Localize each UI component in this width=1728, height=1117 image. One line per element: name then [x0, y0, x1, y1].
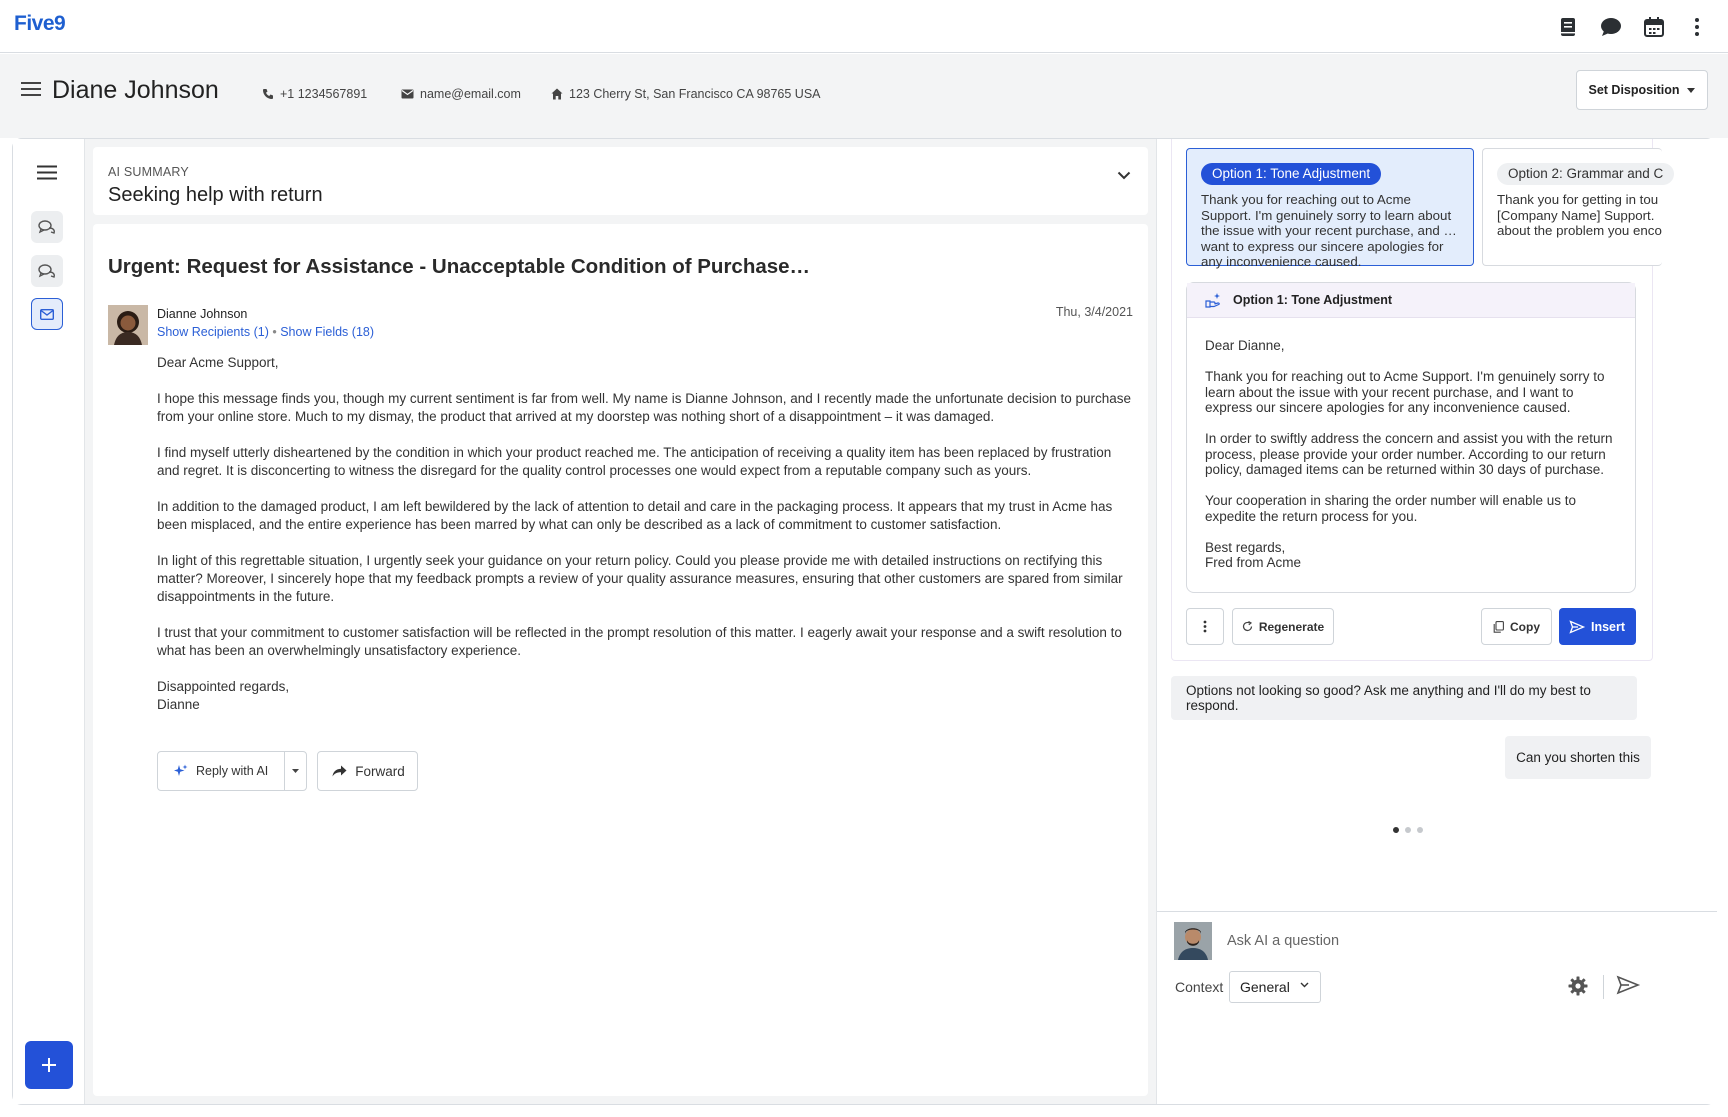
top-bar — [0, 0, 1728, 53]
option-card-1[interactable] — [1186, 148, 1474, 269]
option-1-preview: Thank you for reaching out to Acme Support. I'm genuinely sorry to learn about the issue with your recent purchase, and I want to express our sincere apologies for any inconvenience caused. — [1201, 192, 1452, 269]
option-2-preview — [1497, 192, 1662, 239]
email-date: Thu, 3/4/2021 — [1055, 305, 1133, 319]
sender-avatar — [108, 305, 148, 345]
five9-logo — [14, 12, 65, 36]
detail-paragraph: Your cooperation in sharing the order number will enable us to expedite the return process for you. — [1205, 493, 1576, 524]
rail-chat-button-2[interactable] — [31, 255, 63, 287]
mail-icon — [401, 89, 414, 99]
contact-email-text: name@email.com — [420, 87, 521, 101]
email-paragraph: I hope this message finds you, though my current sentiment is far from well. My name is Dianne Johnson, and I recently made the unfortunate decision to purchase from your online store. Much to my dismay, the product that arrived at my doorstep was nothing short of a disappointment – it was damaged. — [157, 391, 1132, 424]
detail-paragraph: Best regards, Fred from Acme — [1205, 539, 1302, 570]
contact-email[interactable] — [401, 87, 521, 101]
divider — [1603, 975, 1604, 999]
carousel-dot-2[interactable] — [1405, 827, 1411, 833]
insert-label: Insert — [1590, 619, 1626, 634]
reply-with-ai-label: Reply with AI — [196, 764, 269, 778]
copy-button[interactable] — [1481, 608, 1552, 645]
user-message: Can you shorten this — [1505, 736, 1651, 779]
email-paragraph: Dear Acme Support, — [157, 355, 279, 370]
detail-paragraph: Thank you for reaching out to Acme Support. I'm genuinely sorry to learn about the issue with your recent purchase, and I want to express our sincere apologies for any inconvenience caused. — [1205, 369, 1605, 415]
ai-summary-card — [93, 147, 1148, 215]
option-detail-body — [1187, 318, 1635, 571]
option-detail-title: Option 1: Tone Adjustment — [1233, 293, 1393, 307]
option-2-pill: Option 2: Grammar and C — [1497, 163, 1674, 185]
ai-summary-label: AI SUMMARY — [108, 165, 189, 179]
option-2-preview-line: [Company Name] Support. — [1497, 207, 1655, 223]
calendar-icon[interactable] — [1632, 14, 1675, 40]
rail-chat-button-1[interactable] — [31, 211, 63, 243]
email-actions — [157, 751, 418, 791]
contact-header — [0, 54, 1728, 138]
forward-arrow-icon — [332, 765, 347, 777]
carousel-dots — [1393, 827, 1423, 833]
top-icon-group — [1546, 14, 1718, 40]
option-1-pill: Option 1: Tone Adjustment — [1201, 163, 1381, 185]
contact-phone[interactable] — [262, 87, 367, 101]
reply-with-ai-split-button — [157, 751, 307, 791]
email-subject: Urgent: Request for Assistance - Unacceptable Condition of Purchase… — [108, 255, 811, 278]
rail-menu-button[interactable] — [31, 156, 63, 188]
forward-button[interactable] — [317, 751, 418, 791]
gear-icon[interactable] — [1568, 976, 1588, 996]
menu-icon[interactable] — [21, 81, 41, 97]
left-rail — [13, 139, 85, 1104]
contact-phone-text: +1 1234567891 — [280, 87, 368, 101]
sparkle-icon — [174, 764, 188, 778]
email-paragraph: In light of this regrettable situation, I urgently seek your guidance on your return policy. Could you please provide me with detailed instructions on rectifying this matter? Moreover, I sincerely hope that my feedback prompts a review of your quality assurance measures, ensuring that other customers are spared from similar disappointments in the future. — [157, 553, 1123, 604]
option-2-preview-line: Thank you for getting in tou — [1497, 192, 1659, 207]
phone-icon — [262, 88, 274, 100]
link-separator: • — [272, 325, 277, 339]
menu-icon — [37, 165, 57, 180]
set-disposition-label: Set Disposition — [1588, 83, 1680, 97]
sender-name: Dianne Johnson — [157, 307, 248, 321]
more-vertical-icon[interactable] — [1675, 14, 1718, 40]
context-label: Context — [1175, 979, 1224, 995]
copy-icon — [1493, 621, 1504, 633]
ask-ai-input[interactable] — [1227, 926, 1627, 956]
ai-summary-title: Seeking help with return — [108, 184, 323, 206]
option-detail-card — [1186, 282, 1636, 593]
copy-label: Copy — [1510, 619, 1540, 634]
chevron-down-icon — [1300, 982, 1309, 988]
caret-down-icon — [292, 769, 299, 773]
refresh-icon — [1242, 621, 1253, 632]
workspace-frame — [12, 138, 1716, 1105]
logo-text: Five9 — [14, 12, 66, 35]
contact-address — [551, 87, 821, 101]
detail-paragraph: Dear Dianne, — [1205, 338, 1285, 353]
ai-composer — [1157, 911, 1717, 1104]
email-paragraph: I trust that your commitment to customer satisfaction will be reflected in the prompt resolution of this matter. I eagerly await your response and a swift resolution to what has been an overwhelmingly unsatisfactory experience. — [157, 625, 1122, 658]
caret-down-icon — [1687, 88, 1695, 93]
insert-button[interactable] — [1559, 608, 1636, 645]
assistant-message: Options not looking so good? Ask me anything and I'll do my best to respond. — [1171, 676, 1637, 720]
set-disposition-button[interactable] — [1576, 70, 1708, 110]
reply-with-ai-button[interactable] — [158, 752, 284, 790]
reply-options-dropdown[interactable] — [284, 752, 306, 790]
ai-options-area — [1171, 139, 1664, 661]
send-icon[interactable] — [1617, 976, 1639, 994]
email-paragraph: In addition to the damaged product, I am left bewildered by the lack of attention to detail and care in the packaging process. It appears that my trust in Acme has been misplaced, and the entire experience has been marred by what can only be described as a lack of commitment to customer satisfaction. — [157, 499, 1113, 532]
show-recipients-link[interactable]: Show Recipients (1) — [157, 325, 269, 339]
carousel-dot-1[interactable] — [1393, 827, 1399, 833]
option-2-preview-line: about the problem you enco — [1497, 223, 1662, 238]
email-meta-links — [157, 325, 374, 339]
option-card-2[interactable] — [1482, 148, 1662, 266]
send-icon — [1570, 621, 1584, 633]
email-paragraph: I find myself utterly disheartened by the condition in which your product reached me. The anticipation of receiving a quality item has been replaced by frustration and regret. It is disconcerting to witness the disregard for the quality control processes one would expect from a reputable company such as yours. — [157, 445, 1112, 478]
agent-avatar — [1174, 922, 1212, 960]
option-detail-header — [1187, 283, 1635, 318]
chevron-down-icon[interactable] — [1117, 171, 1131, 180]
context-select[interactable] — [1229, 971, 1321, 1003]
more-vertical-icon — [1203, 620, 1207, 633]
email-body — [157, 354, 1137, 732]
add-button[interactable] — [25, 1041, 73, 1089]
more-options-button[interactable] — [1186, 608, 1224, 645]
email-card — [93, 224, 1148, 1096]
conversation-icon — [38, 264, 56, 279]
show-fields-link[interactable]: Show Fields (18) — [280, 325, 375, 339]
forward-label: Forward — [355, 763, 405, 779]
book-icon[interactable] — [1546, 14, 1589, 40]
ai-assistant-panel — [1156, 139, 1716, 1104]
home-icon — [551, 88, 563, 100]
contact-name: Diane Johnson — [52, 76, 219, 104]
rail-email-button[interactable] — [31, 298, 63, 330]
chat-icon[interactable] — [1589, 14, 1632, 40]
mail-icon — [40, 309, 54, 320]
regenerate-label: Regenerate — [1258, 619, 1325, 634]
detail-paragraph: In order to swiftly address the concern and assist you with the return process, please provide your order number. According to our return policy, damaged items can be returned within 30 days of purchase. — [1205, 431, 1613, 477]
ai-hand-sparkle-icon — [1205, 292, 1223, 308]
contact-address-text: 123 Cherry St, San Francisco CA 98765 USA — [569, 87, 821, 101]
regenerate-button[interactable] — [1232, 608, 1334, 645]
carousel-dot-3[interactable] — [1417, 827, 1423, 833]
plus-icon — [42, 1058, 56, 1072]
conversation-icon — [38, 220, 56, 235]
email-paragraph: Disappointed regards, Dianne — [157, 679, 290, 712]
context-value: General — [1240, 979, 1290, 995]
